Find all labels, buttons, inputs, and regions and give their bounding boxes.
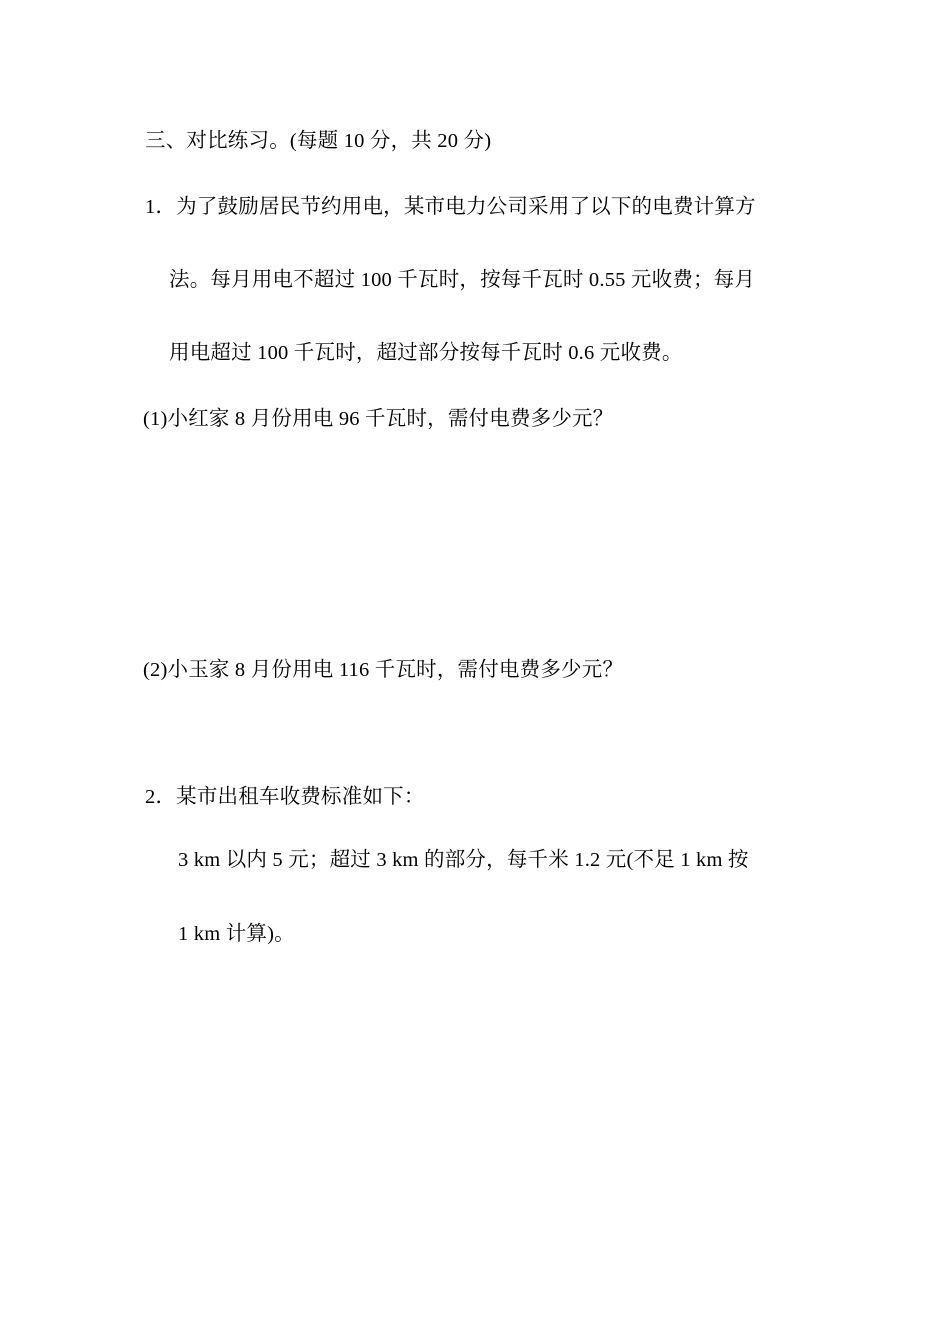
- question-1-stem-line-1: 1．为了鼓励居民节约用电，某市电力公司采用了以下的电费计算方: [145, 196, 756, 218]
- question-2-detail-line-2: 1 km 计算)。: [178, 923, 295, 945]
- question-1-stem-line-2: 法。每月用电不超过 100 千瓦时，按每千瓦时 0.55 元收费；每月: [169, 269, 756, 291]
- question-2-stem: 2．某市出租车收费标准如下：: [145, 786, 425, 808]
- question-2-detail-line-1: 3 km 以内 5 元；超过 3 km 的部分，每千米 1.2 元(不足 1 km 按: [178, 849, 749, 871]
- section-heading: 三、对比练习。(每题 10 分，共 20 分): [145, 130, 492, 152]
- question-1-sub-2: (2)小玉家 8 月份用电 116 千瓦时，需付电费多少元？: [143, 659, 624, 681]
- question-1-sub-1: (1)小红家 8 月份用电 96 千瓦时，需付电费多少元？: [143, 408, 614, 430]
- question-1-stem-line-3: 用电超过 100 千瓦时，超过部分按每千瓦时 0.6 元收费。: [169, 342, 683, 364]
